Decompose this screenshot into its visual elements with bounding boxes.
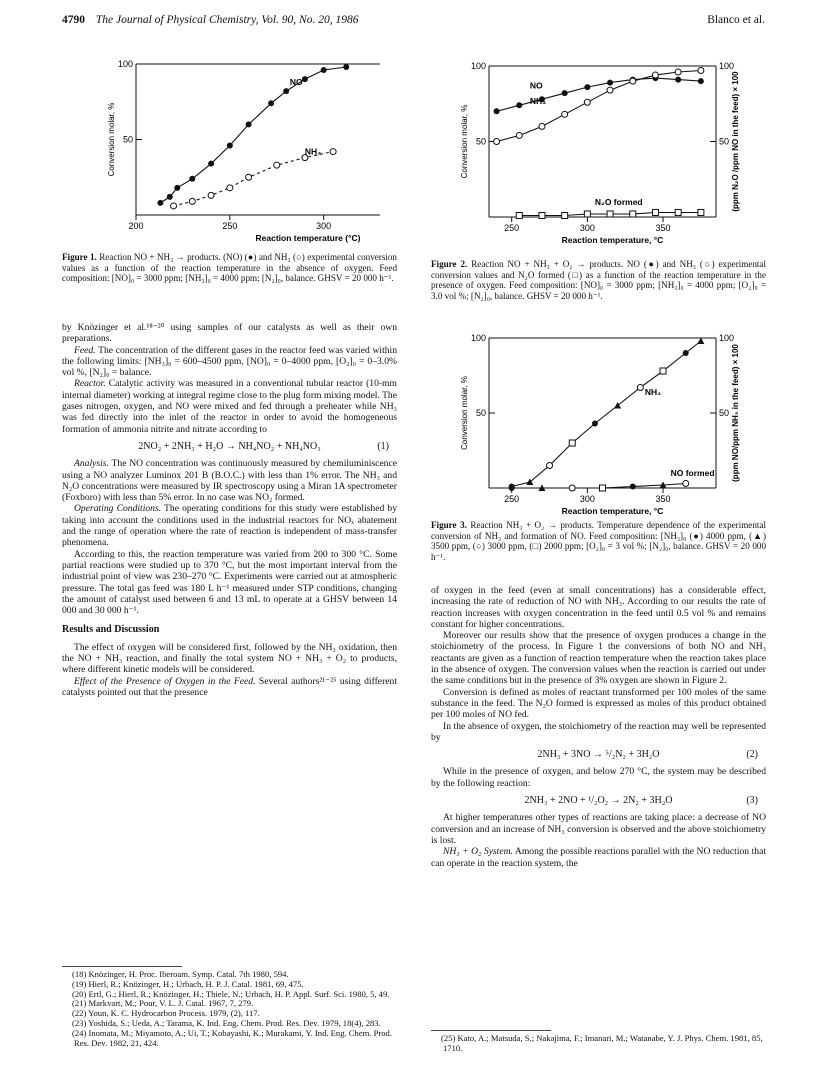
data-point-square (630, 211, 636, 217)
data-point-filled (167, 194, 173, 200)
data-point-open (584, 99, 590, 105)
reference: (18) Knözinger, H. Proc. Iberoam. Symp. Catal. 7th 1980, 594. (72, 969, 289, 979)
equation-3 (431, 795, 766, 806)
data-point-square (539, 212, 545, 218)
operating-heading: Operating Conditions. (74, 503, 162, 515)
y-axis-label: Conversion molar, % (460, 104, 469, 179)
results-heading: Results and Discussion (62, 624, 160, 636)
series-label: NH₃ (644, 387, 662, 397)
data-point-square (675, 209, 681, 215)
data-point-open (675, 69, 681, 75)
paragraph: While in the presence of oxygen, and below 270 °C, the system may be described by the following reaction: (431, 766, 766, 789)
figure-1-caption-text: Reaction NO + NH₃ → products. (NO) (●) and NH₃ (○) experimental conversion values as a function of the reaction temperature in the absence of oxygen. Feed composition: [NO]₀ = 3000 ppm; [NH₃]₀ = 4000 ppm; [N₂]₀, balance. GHSV = 20 000 h⁻¹. (62, 252, 397, 284)
figure-1-chart (62, 52, 392, 248)
paragraph: Conversion is defined as moles of reactant transformed per 100 moles of the same substance in the feed. The N₂O formed is expressed as moles of this product obtained per 100 moles of NO fed. (431, 686, 766, 721)
figure-2-label: Figure 2. (431, 259, 468, 269)
data-point-filled (343, 64, 349, 70)
data-point-filled (675, 77, 681, 83)
series-label: NH₃ (304, 146, 322, 157)
reference: (25) Kato, A.; Matsuda, S.; Nakajima, F.; Imanari, M.; Watanabe, Y. J. Phys. Chem. 1981, 85, 1710. (441, 1033, 763, 1053)
y2-tick-label: 100 (719, 333, 735, 343)
reference: (22) Youn, K. C. Hydrocarbon Process. 1979, (2), 117. (72, 1008, 260, 1019)
paragraph-operating (62, 503, 397, 548)
paragraph-analysis (62, 458, 397, 503)
footnote-rule (62, 966, 182, 967)
y2-tick-label: 100 (719, 61, 735, 71)
data-point-filled (494, 108, 500, 114)
data-point-square (516, 212, 522, 218)
x-tick-label: 350 (655, 223, 671, 233)
paragraph-temperature: According to this, the reaction temperature was varied from 200 to 300 °C. Some partial reactions were studied up to 370 °C, but the most important interval from the industrial point of view was 230–270 °C. Experiments were carried out at atmospheric pressure. The total gas feed was 180 L h⁻¹ measured under STP conditions, changing the amount of catalyst used between 6 and 13 mL to operate at a GHSV between 14 000 and 30 000 h⁻¹. (62, 548, 397, 617)
data-point-square (584, 211, 590, 217)
paragraph-effect (62, 676, 397, 699)
data-point-open (171, 203, 177, 209)
feed-heading: Feed. (74, 344, 96, 356)
data-point-filled (246, 121, 252, 127)
series-label: NO (529, 80, 543, 91)
series-line (497, 71, 701, 142)
equation-1 (62, 441, 397, 452)
reference: (24) Inomata, M.; Miyamoto, A.; Ui, T.; Kobayashi, K.; Murakami, Y. Ind. Eng. Chem. Prod. Res. Dev. 1982, 21, 424. (72, 1027, 393, 1048)
paragraph-nh3-o2 (431, 846, 766, 869)
equation-2-text: 2NH₃ + 3NO → ⁵/₂N₂ + 3H₂O (537, 749, 660, 761)
data-point-square (698, 209, 704, 215)
y-tick-label: 100 (470, 333, 486, 343)
right-references (431, 1030, 766, 1054)
data-point-square (652, 209, 658, 215)
page-header (62, 14, 765, 30)
y-tick-label: 100 (117, 59, 133, 69)
x-tick-label: 300 (579, 494, 595, 504)
x-tick-label: 350 (655, 494, 671, 504)
data-point-filled (516, 102, 522, 108)
data-point-open (683, 481, 689, 487)
data-point-filled (630, 484, 636, 490)
data-point-open (208, 192, 214, 198)
y2-axis-label: (ppm N₂O /ppm NO in the feed) × 100 (731, 71, 740, 212)
data-point-open (330, 149, 336, 155)
equation-2 (431, 749, 766, 760)
data-point-filled (302, 76, 308, 82)
x-tick-label: 250 (222, 221, 238, 231)
figure-1-label: Figure 1. (62, 252, 97, 262)
equation-1-text: 2NO₂ + 2NH₃ + H₂O → NH₄NO₂ + NH₄NO₃ (138, 440, 321, 452)
data-point-open (539, 123, 545, 129)
header-authors: Blanco et al. (707, 14, 765, 26)
data-point-square (569, 440, 575, 446)
reactor-heading: Reactor. (74, 378, 106, 390)
data-point-filled (698, 78, 704, 84)
data-point-open (516, 132, 522, 138)
equation-1-number: (1) (377, 440, 389, 452)
data-point-filled (683, 350, 689, 356)
y-tick-label: 100 (470, 61, 486, 71)
series-label: NH₃ (529, 95, 547, 106)
data-point-open (652, 72, 658, 78)
equation-3-number: (3) (746, 795, 758, 807)
data-point-square (562, 212, 568, 218)
data-point-filled (268, 100, 274, 106)
data-point-filled (189, 176, 195, 182)
x-axis-label: Reaction temperature (°C) (255, 233, 361, 243)
x-tick-label: 250 (504, 494, 520, 504)
reference: (20) Ertl, G.; Hierl, R.; Knözinger, H.; Thiele, N.; Urbach, H. P. Appl. Surf. Sci. 1980, 5, 49. (72, 988, 390, 999)
y-tick-label: 50 (475, 408, 486, 418)
data-point-filled (157, 200, 163, 206)
figure-3-caption (431, 520, 766, 562)
figure-3-label: Figure 3. (431, 520, 467, 530)
series-label: NO formed (670, 468, 715, 478)
x-tick-label: 250 (504, 223, 520, 233)
effect-heading: Effect of the Presence of Oxygen in the Feed. (74, 675, 256, 687)
footnote-rule (431, 1030, 551, 1031)
x-axis-label: Reaction temperature, °C (561, 506, 664, 516)
data-point-open (607, 87, 613, 93)
data-point-filled (227, 143, 233, 149)
series-label: NO (289, 77, 303, 88)
y-tick-label: 50 (122, 134, 133, 145)
figure-1-caption (62, 252, 397, 284)
y-axis-label: Conversion molar, % (460, 376, 469, 450)
page-number: 4790 (62, 14, 85, 26)
nh3-o2-heading: NH₃ + O₂ System. (443, 846, 513, 858)
data-point-open (698, 68, 704, 74)
reference: (19) Hierl, R.; Knözinger, H.; Urbach, H. P. J. Catal. 1981, 69, 475. (72, 978, 304, 989)
right-column-body (431, 585, 766, 869)
data-point-open (189, 198, 195, 204)
data-point-open (562, 111, 568, 117)
data-point-open (630, 78, 636, 84)
data-point-square (660, 368, 666, 374)
data-point-open (227, 185, 233, 191)
data-point-filled (321, 67, 327, 73)
data-point-open (547, 463, 553, 469)
effect-text: Several authors²¹⁻²⁵ using different catalysts pointed out that the presence (62, 675, 397, 698)
reactor-text: Catalytic activity was measured in a conventional tubular reactor (10-mm internal diameter) working at integral regime close to the plug form mixing model. The gases nitrogen, oxygen, and NO were mixed and fed through a preheater while NH₃ was fed directly into the inlet of the reactor in order to avoid the homogeneous formation of ammonia nitrite and nitrate according to (62, 378, 397, 435)
series-line (497, 78, 701, 111)
paragraph: of oxygen in the feed (even at small concentrations) has a considerable effect, increasing the rate of reduction of NO with NH₃. According to our results the rate of reaction increases with oxygen concentration in the feed until 0.5 vol % and remains constant for higher concentrations. (431, 585, 766, 630)
figure-2-chart (431, 52, 766, 252)
reference: (21) Markvart, M.; Pour, V. L. J. Catal. 1967, 7, 279. (72, 998, 254, 1009)
paragraph: by Knözinger et al.¹⁸⁻²⁰ using samples of our catalysts as well as their own preparations. (62, 322, 397, 345)
analysis-text: The NO concentration was continuously measured by chemiluminiscence using a NO analyzer Luminox 201 B (B.O.C.) with less than 1% error. The NH₃ and N₂O concentrations were measured by IR spectroscopy using a Miran 1A spectrometer (Foxboro) with less than 5% error. In no case was NO₂ formed. (62, 458, 397, 504)
data-point-open (274, 162, 280, 168)
data-point-filled (509, 485, 515, 491)
reference: (23) Yoshida, S.; Ueda, A.; Tarama, K. Ind. Eng. Chem. Prod. Res. Dev. 1979, 18(4), 283. (72, 1017, 381, 1028)
paragraph-reactor (62, 378, 397, 434)
equation-2-number: (2) (746, 749, 758, 761)
y2-axis-label: (ppm NO/ppm NH₃ in the feed) × 100 (731, 344, 740, 482)
figure-2-caption (431, 259, 766, 301)
feed-text: The concentration of the different gases in the reactor feed was varied within the following limits: [NH₃]₀ = 600–4500 ppm, [NO]₀ = 0–4000 ppm, [O₂]₀ = 0–3.0% vol %, [N₂]₀ = balance. (62, 344, 397, 379)
data-point-filled (208, 161, 214, 167)
x-tick-label: 300 (579, 223, 595, 233)
operating-text: The operating conditions for this study were established by taking into account the conditions used in the industrial reactors for NOₓ abatement and the range of operation where the rate of reaction is independent of mass-transfer phenomena. (62, 503, 397, 549)
analysis-heading: Analysis. (74, 458, 109, 470)
paragraph: Moreover our results show that the presence of oxygen produces a change in the stoichiometry of the process. In Figure 1 the conversions of both NO and NH₃ reactants are given as a function of reaction temperature when the reaction takes place in the absence of oxygen. The conversion values when the reaction is carried out under the same conditions but in the presence of 3% oxygen are shown in Figure 2. (431, 630, 766, 687)
data-point-filled (174, 185, 180, 191)
data-point-open (637, 385, 643, 391)
data-point-open (494, 139, 500, 145)
x-tick-label: 200 (128, 221, 144, 231)
paragraph-results: The effect of oxygen will be considered first, followed by the NH₃ oxidation, then the NO + NH₃ reaction, and finally the total system NO + NH₃ + O₂ to products, where different kinetic models will be considered. (62, 641, 397, 676)
figure-2-caption-text: Reaction NO + NH₃ + O₂ → products. NO (●) and NH₃ (○) experimental conversion values and N₂O formed (□) as a function of the reaction temperature in the presence of oxygen. Feed composition: [NO]₀ = 3000 ppm; [NH₃]₀ = 4000 ppm; [O₂]₀ = 3.0 vol %; [N₂]₀, balance. GHSV = 20 000 h⁻¹. (431, 259, 766, 301)
equation-3-text: 2NH₃ + 2NO + ¹/₂O₂ → 2N₂ + 3H₂O (524, 795, 673, 807)
y-axis-label: Conversion molar, % (107, 102, 116, 177)
data-point-filled (607, 80, 613, 86)
series-label: N₂O formed (594, 196, 643, 207)
data-point-filled (584, 84, 590, 90)
data-point-filled (562, 90, 568, 96)
header-left (62, 14, 358, 26)
series-line (512, 484, 686, 489)
figure-3-chart (431, 328, 766, 518)
series-line (512, 341, 701, 487)
paragraph-feed (62, 345, 397, 379)
figure-3-caption-text: Reaction NH₃ + O₂ → products. Temperature dependence of the experimental conversion of NH₃ and formation of NO. Feed composition: [NH₃]₀ (●) 4000 ppm, (▲) 3500 ppm, (○) 3000 ppm, (□) 2000 ppm; [O₂]₀ = 3 vol %; [N₂]₀, balance. GHSV = 20 000 h⁻¹. (431, 520, 766, 562)
series-line (174, 152, 334, 206)
x-tick-label: 300 (316, 221, 332, 231)
journal-title: The Journal of Physical Chemistry, Vol. 90, No. 20, 1986 (95, 14, 359, 26)
data-point-filled (283, 88, 289, 94)
series-line (160, 67, 346, 203)
left-column-body (62, 322, 397, 698)
data-point-square (600, 485, 606, 491)
data-point-square (607, 211, 613, 217)
paragraph: At higher temperatures other types of reactions are taking place: a decrease of NO conversion and an increase of NH₃ conversion is observed and the above stoichiometry is lost. (431, 812, 766, 846)
y2-tick-label: 50 (719, 136, 730, 147)
data-point-filled (592, 421, 598, 427)
data-point-open (569, 485, 575, 491)
data-point-open (246, 174, 252, 180)
y-tick-label: 50 (475, 136, 486, 147)
y2-tick-label: 50 (719, 408, 730, 418)
nh3-o2-text: Among the possible reactions parallel with the NO reduction that can operate in the reaction system, the (431, 846, 766, 869)
paragraph: In the absence of oxygen, the stoichiometry of the reaction may well be represented by (431, 720, 766, 743)
x-axis-label: Reaction temperature, °C (561, 235, 664, 245)
left-references (62, 966, 397, 1048)
